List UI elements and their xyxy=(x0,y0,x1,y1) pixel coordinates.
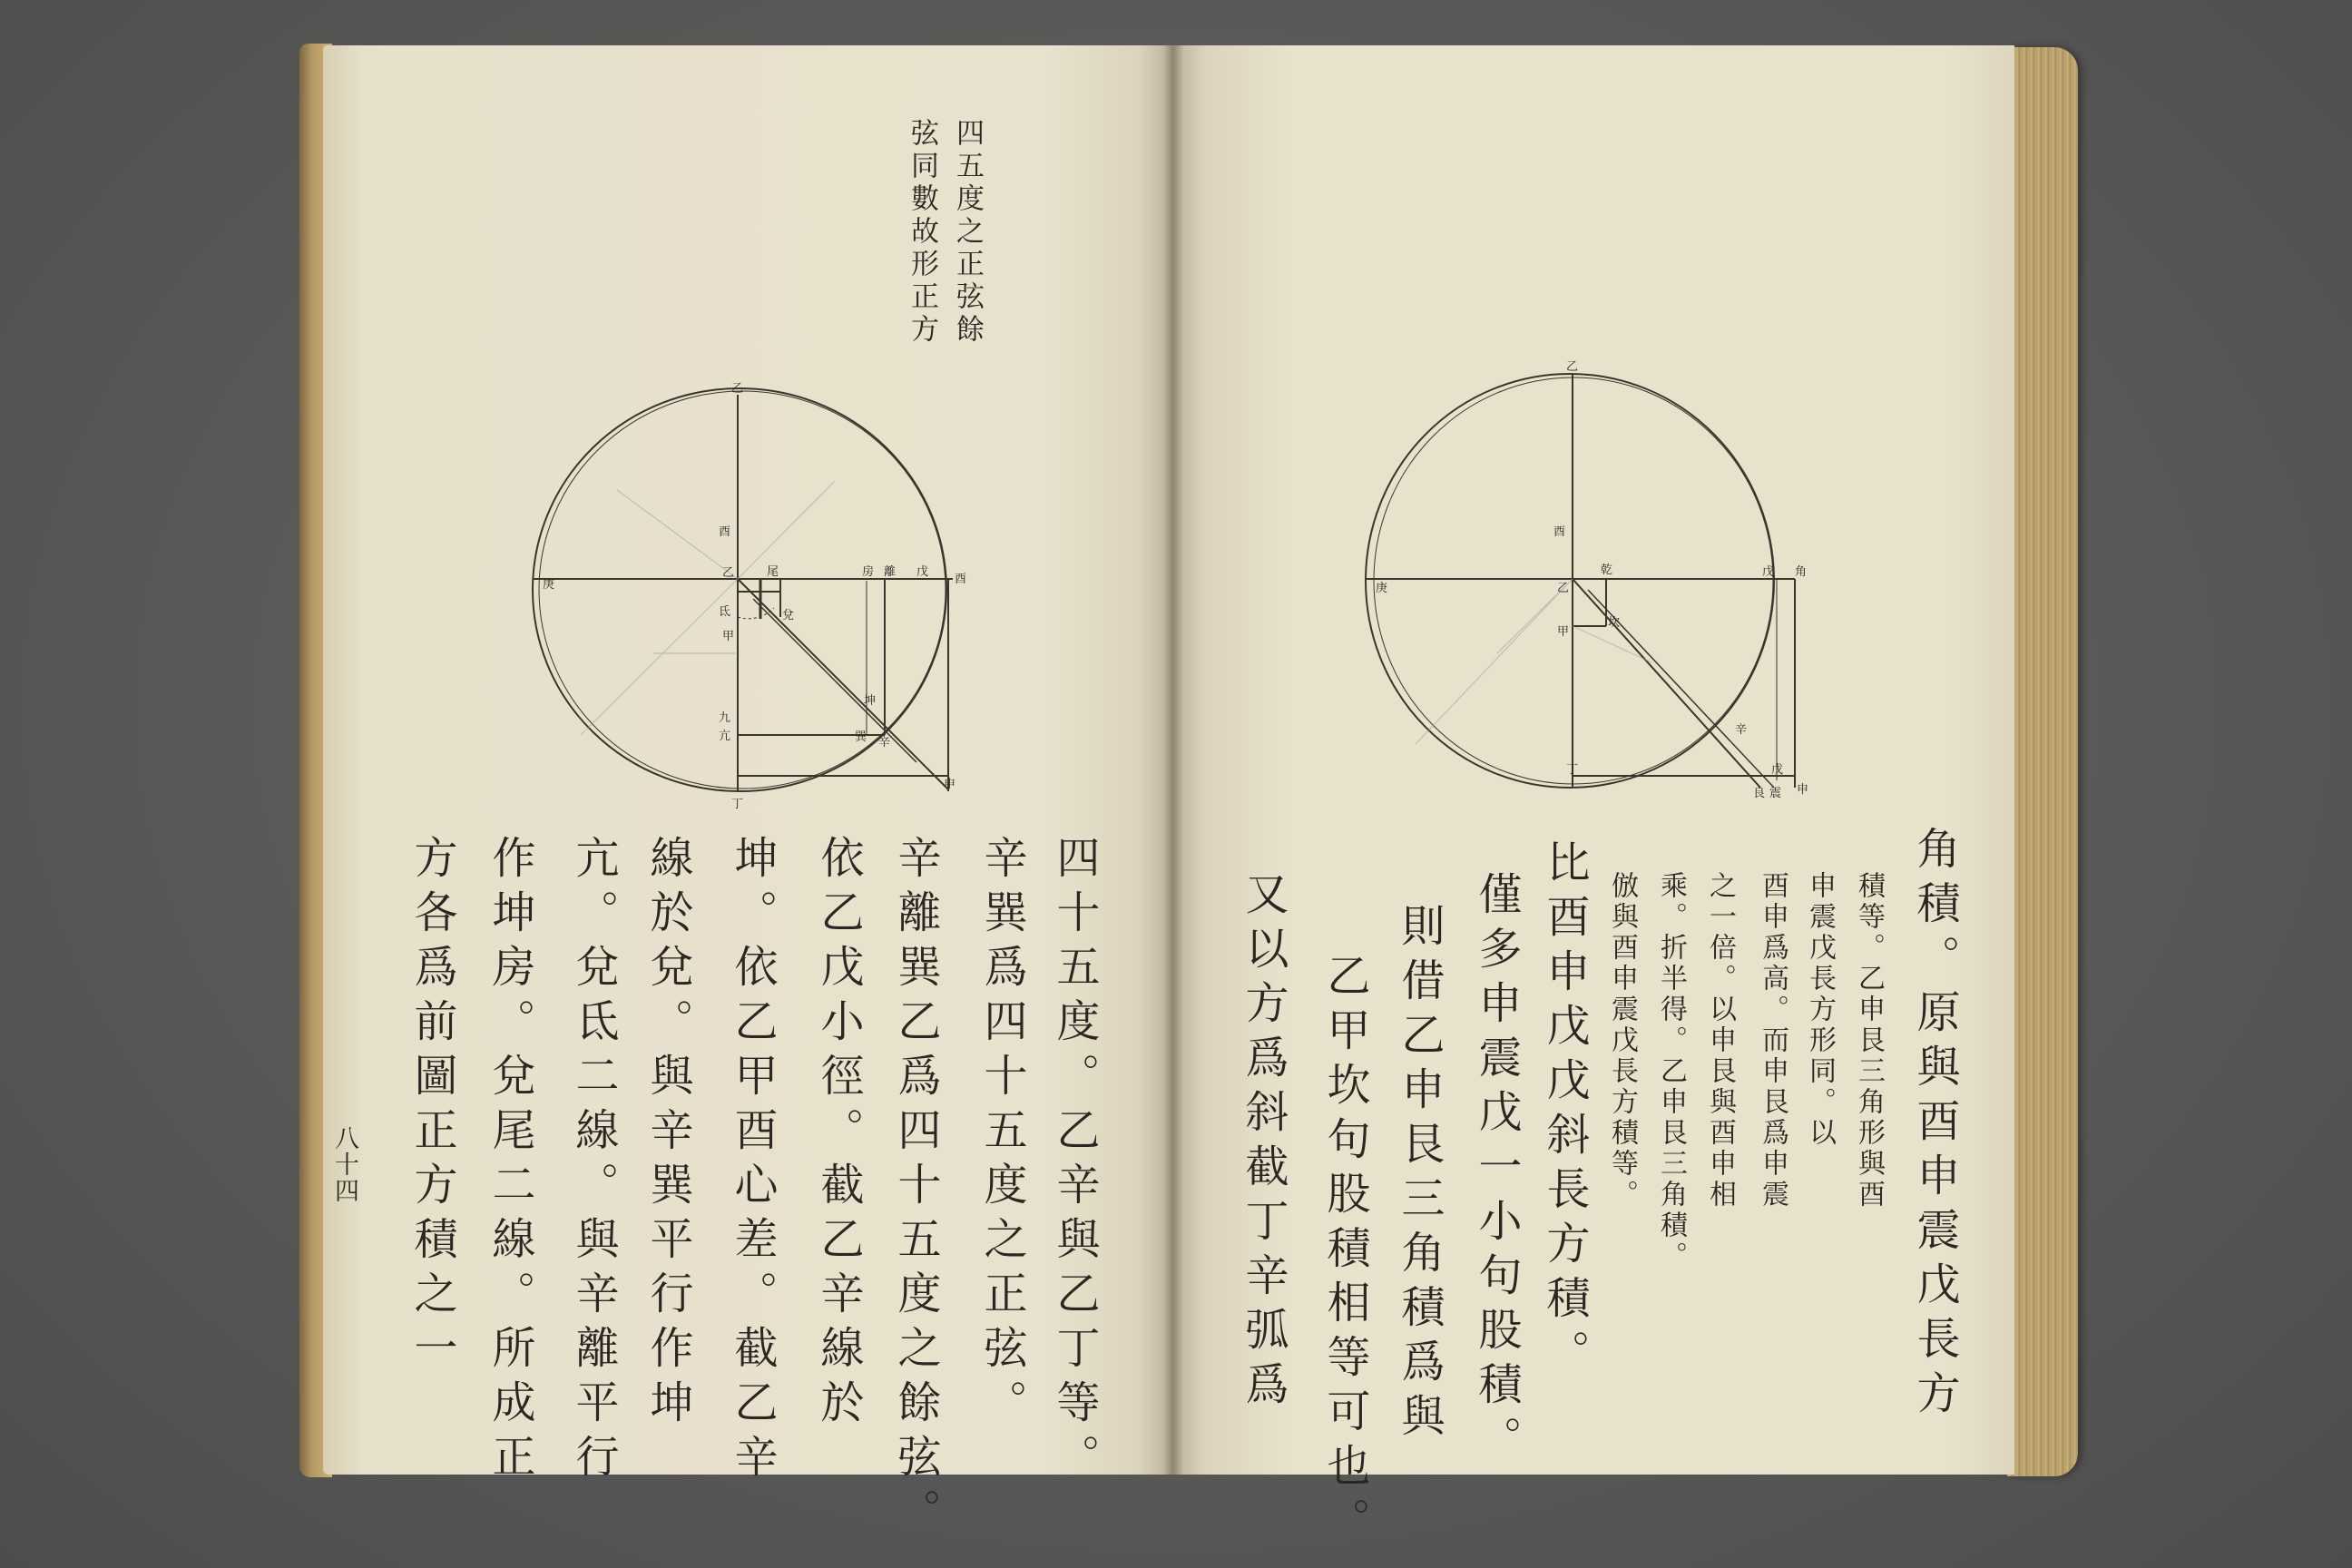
diagram-label: 良 xyxy=(1753,787,1766,800)
diagram-label: 角 xyxy=(1795,565,1808,579)
diagonal-line xyxy=(738,579,948,789)
right-text-column-1: 角積。原與酉申震戊長方 xyxy=(1909,826,1960,1425)
diagram-label: 辛 xyxy=(1735,723,1748,737)
right-text-column-9: 僅多申震戊一小句股積。 xyxy=(1471,871,1522,1470)
diagram-label: 亢 xyxy=(719,730,731,743)
diagram-label: 庚 xyxy=(543,578,555,592)
diagram-label: 辛 xyxy=(878,736,891,750)
diagram-label: 丁 xyxy=(1566,763,1579,777)
diagram-label: 兌 xyxy=(782,609,795,622)
left-text-column-9: 方各爲前圖正方積之一 xyxy=(407,835,457,1379)
left-text-column-1: 四十五度。乙辛與乙丁等。 xyxy=(1049,835,1100,1488)
diagram-label: 戊 xyxy=(1762,565,1775,579)
diagram-label: 震 xyxy=(1769,787,1782,800)
diagram-label: 乙 xyxy=(1566,360,1579,374)
left-text-column-2: 辛巽爲四十五度之正弦。 xyxy=(976,835,1027,1434)
right-text-column-8: 比酉申戊戊斜長方積。 xyxy=(1539,839,1590,1384)
diagram-label: 酉 xyxy=(955,573,967,586)
diagram-label: 戊 xyxy=(1771,763,1784,777)
right-text-column-2: 積等。乙申艮三角形與酉 xyxy=(1853,871,1885,1210)
diagram-label: 離 xyxy=(884,565,897,579)
diagram-label: 九 xyxy=(719,711,731,725)
diagonal-line xyxy=(1573,579,1760,788)
diagram-label: 庚 xyxy=(1376,582,1388,595)
right-text-column-5: 之一倍。以申艮與酉申相 xyxy=(1704,871,1736,1210)
diagram-label: 乙 xyxy=(722,566,735,580)
diagram-label: 丁 xyxy=(731,798,744,811)
left-circle-diagram xyxy=(517,381,989,817)
diagram-label: 戊 xyxy=(916,565,929,579)
right-text-column-3: 申震戊長方形同。以 xyxy=(1804,871,1836,1149)
left-note-column-1: 四五度之正弦餘 xyxy=(951,118,984,347)
left-text-column-6: 線於兌。與辛巽平行作坤 xyxy=(642,835,693,1434)
right-circle-diagram xyxy=(1361,360,1815,800)
diagram-label: 尾 xyxy=(767,565,779,579)
diagram-label: 申 xyxy=(944,778,956,791)
diagram-label: 房 xyxy=(862,565,875,579)
diagram-label: 乾 xyxy=(1601,564,1613,577)
left-note-column-2: 弦同數故形正方 xyxy=(906,118,938,347)
diagram-label: 酉 xyxy=(1553,525,1566,539)
diagram-label: 甲 xyxy=(722,630,735,643)
diagram-label: 坎 xyxy=(1608,616,1621,630)
left-text-column-5: 坤。依乙甲酉心差。截乙辛 xyxy=(727,835,778,1488)
right-text-column-7: 倣與酉申震戊長方積等。 xyxy=(1606,871,1638,1210)
outer-circle xyxy=(1366,374,1774,788)
right-text-column-10: 則借乙申艮三角積爲與 xyxy=(1394,903,1445,1447)
page-number: 八十四 xyxy=(330,1125,358,1204)
right-text-column-12: 又以方爲斜截丁辛弧爲 xyxy=(1238,871,1289,1416)
diagram-label: 甲 xyxy=(1557,625,1570,639)
left-text-column-7: 亢。兌氐二線。與辛離平行 xyxy=(568,835,619,1488)
right-text-column-4: 酉申爲高。而申艮爲申震 xyxy=(1757,871,1788,1210)
right-text-column-6: 乘。折半得。乙申艮三角積。 xyxy=(1655,871,1687,1272)
book-gutter xyxy=(1163,45,1183,1475)
diagram-label: 巽 xyxy=(855,730,867,744)
diagram-label: 坤 xyxy=(864,694,877,708)
diagram-label: 氐 xyxy=(719,605,731,619)
left-text-column-3: 辛離巽乙爲四十五度之餘弦。 xyxy=(890,835,941,1543)
right-text-column-11: 乙甲坎句股積相等可也。 xyxy=(1319,953,1370,1552)
book-page-block-right xyxy=(2007,47,2078,1476)
left-text-column-4: 依乙戊小徑。截乙辛線於 xyxy=(813,835,864,1434)
diagram-label: 申 xyxy=(1797,783,1809,797)
left-text-column-8: 作坤房。兌尾二線。所成正 xyxy=(485,835,535,1488)
diagram-label: 乙 xyxy=(731,382,744,396)
diagram-label: 乙 xyxy=(1557,582,1570,595)
diagram-label: 酉 xyxy=(719,525,731,539)
